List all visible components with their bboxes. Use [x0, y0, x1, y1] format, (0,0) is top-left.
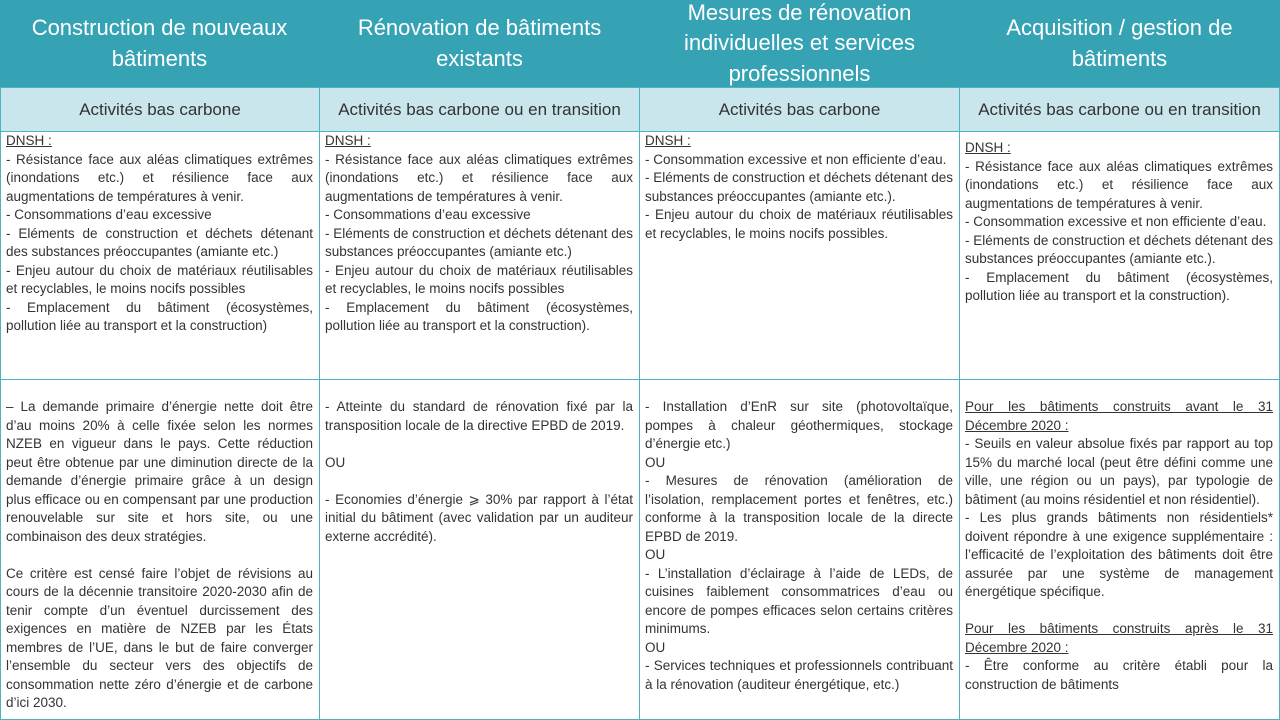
category-label: Activités bas carbone ou en transition — [978, 99, 1261, 119]
or-separator: OU — [645, 454, 666, 470]
dnsh-item: - Enjeu autour du choix de matériaux réutilisables et recyclables, le moins nocifs possibles. — [645, 207, 953, 241]
criteria-item: - Seuils en valeur absolue fixés par rapport au top 15% du marché local (peut être défini comme une ville, une région ou un pays), par typologie de bâtiment (au moins résidentiel et non résidentiel). — [965, 436, 1273, 507]
criteria-paragraph: – La demande primaire d’énergie nette doit être d’au moins 20% à celle fixée selon les normes NZEB en vigueur dans le pays. Cette réduction peut être obtenue par une diminution directe de la demande d’énergie primaire grâce à un design plus efficace ou en compensant par une production renouvelable sur site et hors site, ou une combinaison des deux stratégies. — [6, 399, 313, 544]
section-heading: Pour les bâtiments construits après le 31 Décembre 2020 : — [965, 621, 1273, 655]
section-heading: Pour les bâtiments construits avant le 31 Décembre 2020 : — [965, 399, 1273, 433]
criteria-item: - Les plus grands bâtiments non résidentiels* doivent répondre à une exigence supplémentaire : l’efficacité de l’exploitation des bâtiments doit être assurée par une système de management énergétique spécifique. — [965, 510, 1273, 599]
dnsh-item: - Résistance face aux aléas climatiques extrêmes (inondations etc.) et résilience face aux augmentations de températures à venir. — [6, 151, 313, 204]
dnsh-label: DNSH : — [645, 133, 691, 148]
dnsh-item: - Enjeu autour du choix de matériaux réutilisables et recyclables, le moins nocifs possibles — [6, 262, 313, 296]
category-cell-acquisition — [960, 88, 1280, 132]
paragraph-spacer — [325, 472, 633, 491]
criteria-item: - Installation d’EnR sur site (photovoltaïque, pompes à chaleur géothermiques, stockage d’énergie etc.) — [645, 399, 953, 451]
dnsh-item: - Consommation excessive et non efficiente d’eau. — [965, 214, 1267, 229]
criteria-cell-renovation — [320, 380, 640, 720]
category-cell-individual-measures — [640, 88, 960, 132]
dnsh-cell-renovation — [320, 132, 640, 380]
dnsh-label: DNSH : — [965, 140, 1011, 155]
dnsh-label: DNSH : — [325, 133, 371, 148]
or-separator: OU — [325, 454, 346, 470]
column-header-new-construction — [0, 0, 320, 88]
criteria-item: - Economies d’énergie ⩾ 30% par rapport à l’état initial du bâtiment (avec validation par un auditeur externe accrédité). — [325, 491, 633, 544]
paragraph-spacer — [325, 435, 633, 454]
category-label: Activités bas carbone — [718, 99, 881, 119]
dnsh-item: - Résistance face aux aléas climatiques extrêmes (inondations etc.) et résilience face aux augmentations de températures à venir. — [965, 158, 1273, 211]
dnsh-item: - Consommation excessive et non efficiente d’eau. — [645, 151, 947, 167]
column-header-text: Rénovation de bâtiments existants — [357, 15, 602, 71]
dnsh-item: - Résistance face aux aléas climatiques extrêmes (inondations etc.) et résilience face aux augmentations de températures à venir. — [325, 151, 633, 204]
column-header-individual-measures — [640, 0, 960, 88]
dnsh-item: - Eléments de construction et déchets détenant des substances préoccupantes (amiante etc.) — [325, 225, 633, 259]
dnsh-label: DNSH : — [6, 133, 52, 148]
dnsh-cell-new-construction — [0, 132, 320, 380]
dnsh-cell-individual-measures — [640, 132, 960, 380]
dnsh-item: - Emplacement du bâtiment (écosystèmes, pollution liée au transport et la construction). — [325, 299, 633, 333]
dnsh-item: - Consommations d’eau excessive — [6, 207, 212, 222]
dnsh-item: - Emplacement du bâtiment (écosystèmes, pollution liée au transport et la construction). — [965, 269, 1273, 303]
or-separator: OU — [645, 547, 666, 562]
dnsh-item: - Eléments de construction et déchets détenant des substances préoccupantes (amiante etc.). — [645, 170, 953, 204]
column-header-acquisition — [960, 0, 1280, 88]
dnsh-item: - Consommations d’eau excessive — [325, 207, 531, 222]
column-header-text: Acquisition / gestion de bâtiments — [1006, 15, 1233, 71]
criteria-item: - Atteinte du standard de rénovation fixé par la transposition locale de la directive EPBD de 2019. — [325, 399, 633, 433]
column-header-text: Mesures de rénovation individuelles et services professionnels — [683, 0, 916, 86]
dnsh-cell-acquisition — [960, 132, 1280, 380]
criteria-cell-new-construction — [0, 380, 320, 720]
criteria-item: - Être conforme au critère établi pour la construction de bâtiments — [965, 658, 1273, 692]
category-label: Activités bas carbone ou en transition — [338, 99, 621, 119]
criteria-item: - Mesures de rénovation (amélioration de l’isolation, remplacement portes et fenêtres, etc.) conforme à la transposition locale de la directe EPBD de 2019. — [645, 473, 953, 544]
criteria-cell-individual-measures — [640, 380, 960, 720]
category-cell-new-construction — [0, 88, 320, 132]
dnsh-item: - Emplacement du bâtiment (écosystèmes, pollution liée au transport et la construction) — [6, 299, 313, 333]
or-separator: OU — [645, 639, 666, 655]
dnsh-item: - Eléments de construction et déchets détenant des substances préoccupantes (amiante etc.). — [965, 232, 1273, 266]
paragraph-spacer — [6, 546, 313, 565]
dnsh-item: - Eléments de construction et déchets détenant des substances préoccupantes (amiante etc.) — [6, 225, 313, 259]
category-label: Activités bas carbone — [79, 99, 241, 119]
column-header-renovation — [320, 0, 640, 88]
paragraph-spacer — [965, 602, 1273, 621]
criteria-item: - Services techniques et professionnels contribuant à la rénovation (auditeur énergétique, etc.) — [645, 658, 953, 692]
category-cell-renovation — [320, 88, 640, 132]
dnsh-item: - Enjeu autour du choix de matériaux réutilisables et recyclables, le moins nocifs possibles — [325, 262, 633, 296]
column-header-text: Construction de nouveaux bâtiments — [31, 15, 288, 71]
criteria-paragraph: Ce critère est censé faire l’objet de révisions au cours de la décennie transitoire 2020-2030 afin de tenir compte d’un éventuel durcissement des exigences en matière de NZEB par les États membres de l’UE, dans le but de faire converger l’ensemble du secteur vers des objectifs de consommation nette zéro d’énergie et de carbone d’ici 2030. — [6, 565, 313, 710]
criteria-cell-acquisition — [960, 380, 1280, 720]
criteria-item: - L’installation d’éclairage à l’aide de LEDs, de cuisines faiblement consommatrices d’eau ou encore de pompes efficaces selon certains critères minimums. — [645, 565, 953, 636]
